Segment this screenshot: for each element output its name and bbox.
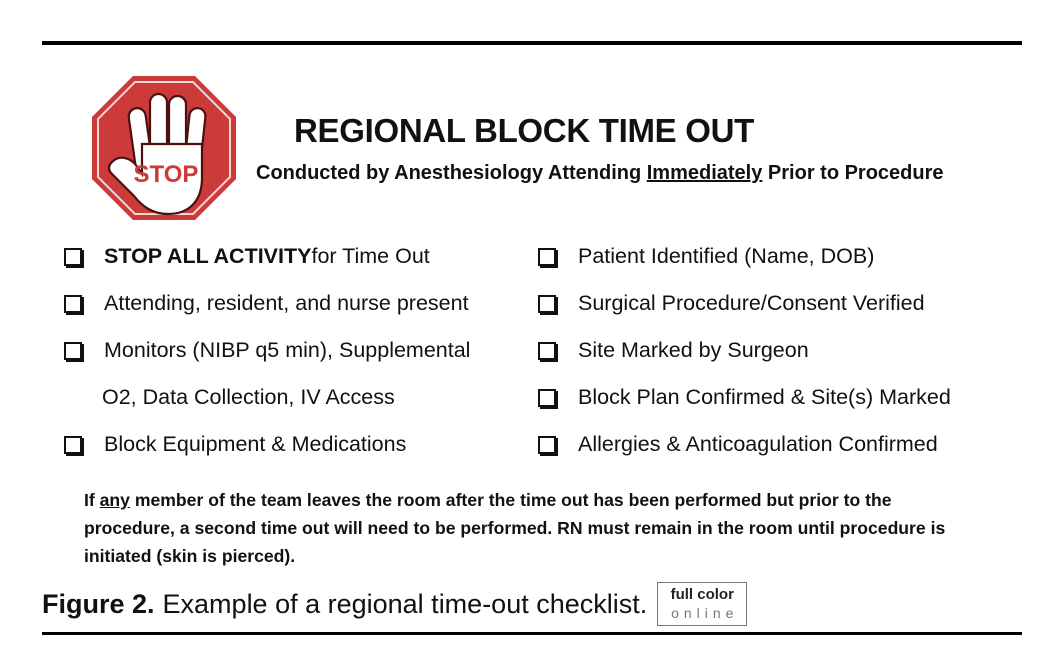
checkbox-icon[interactable] bbox=[538, 389, 556, 407]
stop-text: STOP bbox=[133, 161, 199, 188]
figure-caption bbox=[42, 582, 747, 626]
page-subtitle: Conducted by Anesthesiology Attending Immediately Prior to Procedure bbox=[256, 162, 944, 184]
top-rule bbox=[42, 41, 1022, 45]
checkbox-icon[interactable] bbox=[538, 295, 556, 313]
checklist-item-site-marked: Site Marked by Surgeon bbox=[538, 338, 809, 363]
full-color-online-badge[interactable]: full color online bbox=[657, 582, 747, 626]
page-title: REGIONAL BLOCK TIME OUT bbox=[294, 112, 754, 149]
checkbox-icon[interactable] bbox=[64, 295, 82, 313]
figure-label: Figure 2. bbox=[42, 588, 155, 619]
checklist-item-equipment: Block Equipment & Medications bbox=[64, 432, 406, 457]
checkbox-icon[interactable] bbox=[538, 248, 556, 266]
checklist-item-monitors: Monitors (NIBP q5 min), Supplemental bbox=[64, 338, 470, 363]
checkbox-icon[interactable] bbox=[64, 436, 82, 454]
checkbox-icon[interactable] bbox=[538, 436, 556, 454]
checklist-item-personnel-present: Attending, resident, and nurse present bbox=[64, 291, 469, 316]
checklist-item-stop-activity: STOP ALL ACTIVITY for Time Out bbox=[64, 244, 430, 269]
checklist-item-patient-identified: Patient Identified (Name, DOB) bbox=[538, 244, 874, 269]
warning-note: If any member of the team leaves the room after the time out has been performed but prior to the procedure, a second time out will need to be performed. RN must remain in the room until procedure is initiated (skin is pierced). bbox=[84, 490, 946, 566]
bottom-rule bbox=[42, 632, 1022, 635]
figure-caption-text: Example of a regional time-out checklist. bbox=[162, 588, 648, 619]
checkbox-icon[interactable] bbox=[64, 342, 82, 360]
checklist-item-allergies: Allergies & Anticoagulation Confirmed bbox=[538, 432, 938, 457]
checkbox-icon[interactable] bbox=[538, 342, 556, 360]
checkbox-icon[interactable] bbox=[64, 248, 82, 266]
checklist-item-consent-verified: Surgical Procedure/Consent Verified bbox=[538, 291, 925, 316]
stop-hand-icon bbox=[90, 74, 238, 222]
checklist-item-block-plan: Block Plan Confirmed & Site(s) Marked bbox=[538, 385, 951, 410]
checklist-item-monitors-continued: O2, Data Collection, IV Access bbox=[102, 385, 395, 409]
